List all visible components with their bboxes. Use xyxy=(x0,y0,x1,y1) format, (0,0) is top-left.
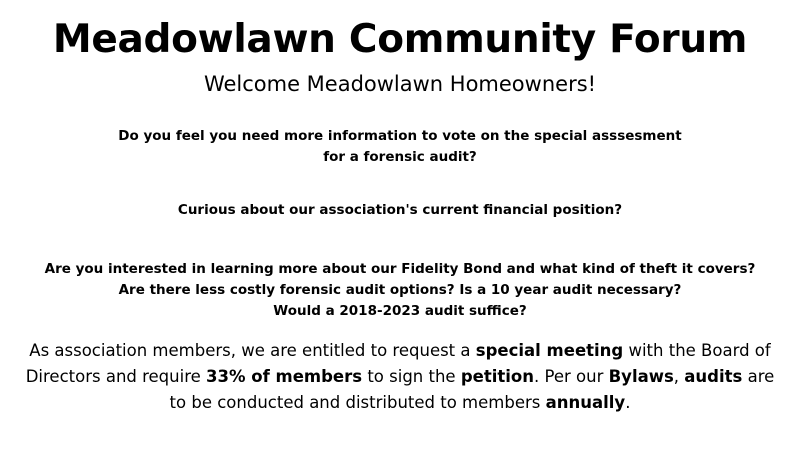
paragraph-text: are to be conducted and distributed to members xyxy=(169,367,775,412)
paragraph-text: , xyxy=(673,367,685,386)
bold-petition: petition xyxy=(460,367,534,386)
question-line: for a forensic audit? xyxy=(323,149,477,165)
paragraph-text: . xyxy=(625,393,631,412)
question-line: Are you interested in learning more about our Fidelity Bond and what kind of theft it covers? xyxy=(44,261,756,277)
bold-33-percent: 33% of members xyxy=(206,367,363,386)
bold-bylaws: Bylaws xyxy=(608,367,674,386)
question-line: Do you feel you need more information to vote on the special asssesment xyxy=(118,128,682,144)
paragraph-text: As association members, we are entitled to request a xyxy=(29,341,476,360)
question-line: Curious about our association's current financial position? xyxy=(177,202,623,218)
question-block-fidelity-bond xyxy=(0,259,800,322)
paragraph-text: . Per our xyxy=(533,367,609,386)
bold-special-meeting: special meeting xyxy=(475,341,624,360)
welcome-subtitle: Welcome Meadowlawn Homeowners! xyxy=(203,72,597,96)
page-title: Meadowlawn Community Forum xyxy=(52,17,748,62)
question-line: Would a 2018-2023 audit suffice? xyxy=(273,303,527,319)
question-block-vote xyxy=(0,126,800,168)
member-rights-paragraph xyxy=(20,338,780,416)
bold-audits: audits xyxy=(684,367,743,386)
paragraph-text: to sign the xyxy=(362,367,461,386)
question-block-financial xyxy=(0,200,800,221)
question-line: Are there less costly forensic audit options? Is a 10 year audit necessary? xyxy=(118,282,682,298)
paragraph-text: with the Board of Directors and require xyxy=(25,341,771,386)
bold-annually: annually xyxy=(545,393,626,412)
